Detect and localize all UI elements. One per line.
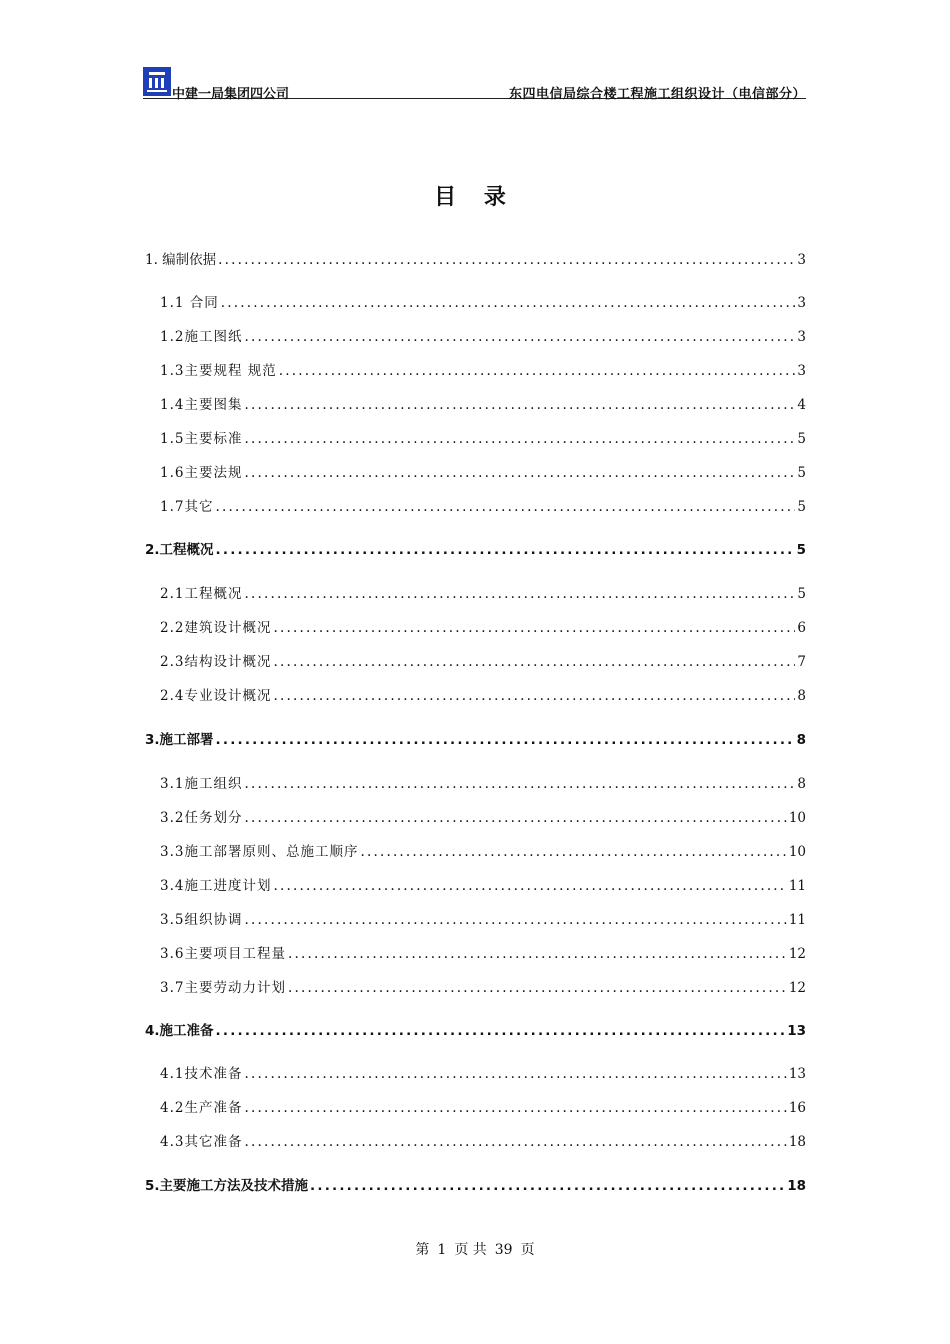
toc-entry-page: 18 bbox=[787, 1178, 806, 1194]
toc-entry-label: 4.3其它准备 bbox=[160, 1134, 243, 1150]
toc-entry-page: 18 bbox=[788, 1134, 806, 1150]
toc-entry-label: 3.3施工部署原则、总施工顺序 bbox=[160, 844, 359, 860]
toc-entry-label: 3.4施工进度计划 bbox=[160, 878, 272, 894]
company-name: 中建一局集团四公司 bbox=[172, 87, 290, 102]
toc-entry[interactable] bbox=[160, 1096, 806, 1116]
toc-entry[interactable] bbox=[160, 976, 806, 996]
toc-dot-leader bbox=[215, 499, 795, 515]
toc-entry-page: 8 bbox=[797, 688, 806, 704]
footer-current-page: 1 bbox=[437, 1242, 447, 1258]
toc-entry-page: 5 bbox=[796, 542, 806, 558]
toc-entry[interactable] bbox=[160, 461, 806, 481]
toc-entry-page: 13 bbox=[787, 1023, 806, 1039]
toc-entry[interactable] bbox=[160, 359, 806, 379]
toc-dot-leader bbox=[279, 363, 796, 379]
toc-entry-label: 4.施工准备 bbox=[145, 1023, 214, 1039]
toc-entry-page: 10 bbox=[788, 810, 806, 826]
toc-entry-page: 6 bbox=[797, 620, 806, 636]
toc-entry-page: 3 bbox=[797, 252, 806, 268]
footer-prefix: 第 bbox=[415, 1242, 430, 1258]
toc-entry-page: 12 bbox=[788, 946, 806, 962]
toc-entry-page: 3 bbox=[797, 329, 806, 345]
toc-entry-label: 3.7主要劳动力计划 bbox=[160, 980, 286, 996]
toc-entry[interactable] bbox=[160, 582, 806, 602]
toc-dot-leader bbox=[216, 1023, 786, 1039]
toc-entry-label: 2.1工程概况 bbox=[160, 586, 243, 602]
toc-dot-leader bbox=[218, 252, 795, 268]
toc-dot-leader bbox=[244, 329, 795, 345]
toc-dot-leader bbox=[216, 542, 795, 558]
toc-entry[interactable] bbox=[160, 840, 806, 860]
toc-dot-leader bbox=[273, 654, 795, 670]
toc-dot-leader bbox=[244, 586, 795, 602]
toc-dot-leader bbox=[273, 620, 795, 636]
toc-entry-label: 5.主要施工方法及技术措施 bbox=[145, 1178, 309, 1194]
toc-entry[interactable] bbox=[160, 1062, 806, 1082]
toc-entry-label: 1.4主要图集 bbox=[160, 397, 243, 413]
document-title: 东四电信局综合楼工程施工组织设计（电信部分） bbox=[508, 87, 806, 102]
toc-entry-page: 7 bbox=[797, 654, 806, 670]
toc-entry[interactable] bbox=[160, 495, 806, 515]
toc-entry[interactable] bbox=[160, 427, 806, 447]
toc-entry[interactable] bbox=[160, 650, 806, 670]
toc-entry-label: 1.7其它 bbox=[160, 499, 214, 515]
toc-dot-leader bbox=[360, 844, 786, 860]
footer-suffix: 页 bbox=[520, 1242, 535, 1258]
toc-dot-leader bbox=[288, 946, 787, 962]
toc-entry-label: 1.3主要规程 规范 bbox=[160, 363, 277, 379]
toc-entry-page: 16 bbox=[788, 1100, 806, 1116]
toc-entry-page: 11 bbox=[788, 878, 806, 894]
toc-entry-page: 13 bbox=[788, 1066, 806, 1082]
toc-dot-leader bbox=[288, 980, 787, 996]
page-footer bbox=[0, 1239, 950, 1259]
toc-entry[interactable] bbox=[160, 806, 806, 826]
toc-entry[interactable] bbox=[160, 874, 806, 894]
toc-entry[interactable] bbox=[160, 616, 806, 636]
toc-entry-label: 3.6主要项目工程量 bbox=[160, 946, 286, 962]
toc-entry-label: 3.5组织协调 bbox=[160, 912, 243, 928]
footer-total-pages: 39 bbox=[494, 1242, 513, 1258]
toc-entry-label: 2.工程概况 bbox=[145, 542, 214, 558]
toc-entry[interactable] bbox=[145, 538, 806, 558]
toc-dot-leader bbox=[244, 397, 795, 413]
toc-dot-leader bbox=[244, 1134, 786, 1150]
toc-dot-leader bbox=[216, 732, 795, 748]
toc-dot-leader bbox=[221, 295, 796, 311]
toc-entry-page: 3 bbox=[797, 295, 806, 311]
toc-entry-label: 1.6主要法规 bbox=[160, 465, 243, 481]
toc-entry[interactable] bbox=[160, 942, 806, 962]
toc-entry-label: 2.2建筑设计概况 bbox=[160, 620, 272, 636]
toc-entry[interactable] bbox=[160, 291, 806, 311]
toc-entry-page: 4 bbox=[797, 397, 806, 413]
toc-entry[interactable] bbox=[160, 684, 806, 704]
toc-entry-page: 5 bbox=[797, 465, 806, 481]
toc-entry-label: 3.2任务划分 bbox=[160, 810, 243, 826]
toc-entry-label: 2.3结构设计概况 bbox=[160, 654, 272, 670]
toc-entry-page: 5 bbox=[797, 586, 806, 602]
toc-entry-page: 8 bbox=[796, 732, 806, 748]
toc-dot-leader bbox=[244, 1100, 786, 1116]
toc-entry-page: 3 bbox=[797, 363, 806, 379]
toc-entry-label: 3.1施工组织 bbox=[160, 776, 243, 792]
toc-entry-page: 12 bbox=[788, 980, 806, 996]
toc-entry[interactable] bbox=[160, 1130, 806, 1150]
toc-entry-label: 1.1 合同 bbox=[160, 295, 219, 311]
toc-entry-label: 4.1技术准备 bbox=[160, 1066, 243, 1082]
toc-entry[interactable] bbox=[160, 393, 806, 413]
toc-entry[interactable] bbox=[145, 728, 806, 748]
toc-entry-label: 1. 编制依据 bbox=[145, 252, 217, 268]
toc-dot-leader bbox=[273, 688, 795, 704]
toc-entry-label: 1.2施工图纸 bbox=[160, 329, 243, 345]
toc-entry[interactable] bbox=[160, 908, 806, 928]
toc-dot-leader bbox=[244, 1066, 786, 1082]
toc-dot-leader bbox=[273, 878, 786, 894]
toc-entry-label: 1.5主要标准 bbox=[160, 431, 243, 447]
toc-dot-leader bbox=[244, 431, 795, 447]
toc-entry-page: 11 bbox=[788, 912, 806, 928]
toc-dot-leader bbox=[244, 465, 795, 481]
toc-entry-page: 8 bbox=[797, 776, 806, 792]
toc-entry-page: 10 bbox=[788, 844, 806, 860]
toc-dot-leader bbox=[310, 1178, 785, 1194]
toc-entry[interactable] bbox=[145, 1019, 806, 1039]
footer-middle: 页 共 bbox=[454, 1242, 487, 1258]
toc-title: 目 录 bbox=[434, 185, 516, 210]
toc-entry[interactable] bbox=[145, 1174, 806, 1194]
toc-entry-label: 2.4专业设计概况 bbox=[160, 688, 272, 704]
toc-dot-leader bbox=[244, 810, 786, 826]
toc-entry-label: 3.施工部署 bbox=[145, 732, 214, 748]
toc-entry-label: 4.2生产准备 bbox=[160, 1100, 243, 1116]
toc-entry-page: 5 bbox=[797, 431, 806, 447]
toc-dot-leader bbox=[244, 912, 786, 928]
toc-dot-leader bbox=[244, 776, 795, 792]
toc-entry-page: 5 bbox=[797, 499, 806, 515]
toc-entry[interactable] bbox=[145, 248, 806, 268]
toc-entry[interactable] bbox=[160, 325, 806, 345]
toc-entry[interactable] bbox=[160, 772, 806, 792]
